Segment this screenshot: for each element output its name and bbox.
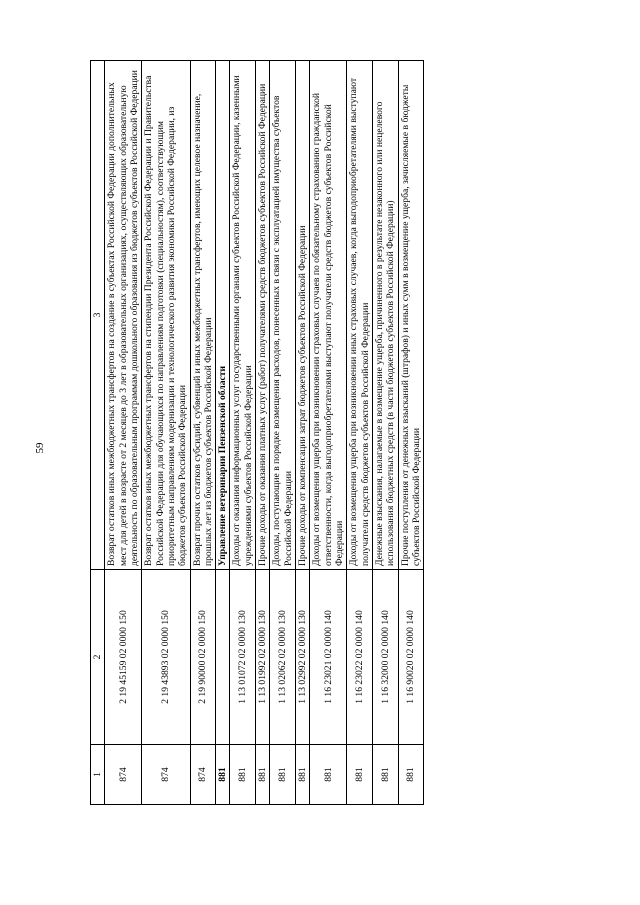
revenue-code-cell: 1 16 90020 02 0000 140 — [398, 570, 424, 745]
revenue-name-cell: Прочие доходы от оказания платных услуг (работ) получателями средств бюджетов субъектов Российской Федерации — [256, 61, 270, 570]
admin-code-cell: 881 — [347, 745, 373, 805]
revenue-name-cell: Доходы от возмещения ущерба при возникновении страховых случаев по обязательному страхованию гражданской ответственности, когда выгодоприобретателями выступают получатели средств бюджетов субъектов Российской Федерации — [310, 61, 347, 570]
revenue-code-cell: 1 13 01072 02 0000 130 — [230, 570, 256, 745]
page-number: 59 — [34, 442, 46, 454]
revenue-code-cell: 1 13 02062 02 0000 130 — [270, 570, 296, 745]
column-header-2: 2 — [91, 570, 105, 745]
revenue-name-cell: Прочие поступления от денежных взысканий (штрафов) и иных сумм в возмещение ущерба, зачисляемые в бюджеты субъектов Российской Федерации — [398, 61, 424, 570]
table-row — [105, 61, 142, 805]
revenue-code-cell: 1 16 23021 02 0000 140 — [310, 570, 347, 745]
table-row — [372, 61, 398, 805]
revenue-name-cell: Прочие доходы от компенсации затрат бюджетов субъектов Российской Федерации — [296, 61, 310, 570]
table-body — [105, 61, 424, 805]
table-row — [142, 61, 190, 805]
rotated-table-content — [90, 60, 590, 805]
table-row — [398, 61, 424, 805]
table-row — [347, 61, 373, 805]
revenue-name-cell: Доходы от оказания информационных услуг государственными органами субъектов Российской Федерации, казенными учреждениями субъектов Российской Федерации — [230, 61, 256, 570]
admin-code-cell: 881 — [230, 745, 256, 805]
rotated-table-frame — [90, 60, 590, 805]
revenue-code-cell: 1 13 02992 02 0000 130 — [296, 570, 310, 745]
admin-code-cell: 881 — [372, 745, 398, 805]
admin-code-cell: 874 — [190, 745, 216, 805]
admin-code-cell: 881 — [398, 745, 424, 805]
revenue-code-cell: 1 16 32000 02 0000 140 — [372, 570, 398, 745]
revenue-name-cell: Доходы, поступающие в порядке возмещения расходов, понесенных в связи с эксплуатацией имущества субъектов Российской Федерации — [270, 61, 296, 570]
table-row — [256, 61, 270, 805]
admin-code-cell: 881 — [310, 745, 347, 805]
admin-code-cell: 881 — [296, 745, 310, 805]
column-header-1: 1 — [91, 745, 105, 805]
admin-code-cell: 881 — [216, 745, 230, 805]
table-row — [270, 61, 296, 805]
table-row — [216, 61, 230, 805]
revenue-code-cell: 1 13 01992 02 0000 130 — [256, 570, 270, 745]
revenue-code-cell: 2 19 45159 02 0000 150 — [105, 570, 142, 745]
table-header-row — [91, 61, 105, 805]
revenue-code-cell: 2 19 90000 02 0000 150 — [190, 570, 216, 745]
revenue-name-cell: Доходы от возмещения ущерба при возникновении иных страховых случаев, когда выгодоприобретателями выступают получатели средств бюджетов субъектов Российской Федерации — [347, 61, 373, 570]
revenue-name-cell: Возврат остатков иных межбюджетных трансфертов на создание в субъектах Российской Федерации дополнительных мест для детей в возрасте от 2 месяцев до 3 лет в образовательных организациях, осуществляющих образовательную деятельность по образовательным программам дошкольного образования из бюджетов субъектов Российской Федерации — [105, 61, 142, 570]
admin-code-cell: 881 — [256, 745, 270, 805]
admin-code-cell: 874 — [142, 745, 190, 805]
table-row — [230, 61, 256, 805]
revenue-administrators-table — [90, 60, 424, 805]
revenue-name-cell: Возврат остатков иных межбюджетных трансфертов на стипендии Президента Российской Федерации и Правительства Российской Федерации для обучающихся по направлениям подготовки (специальностям), соответствующим приоритетным направлениям модернизации и технологического развития экономики Российской Федерации, из бюджетов субъектов Российской Федерации — [142, 61, 190, 570]
revenue-name-cell: Управление ветеринарии Пензенской области — [216, 61, 230, 570]
revenue-code-cell: 1 16 23022 02 0000 140 — [347, 570, 373, 745]
table-row — [310, 61, 347, 805]
table-row — [190, 61, 216, 805]
table-row — [296, 61, 310, 805]
revenue-name-cell: Возврат прочих остатков субсидий, субвенций и иных межбюджетных трансфертов, имеющих целевое назначение, прошлых лет из бюджетов субъектов Российской Федерации — [190, 61, 216, 570]
admin-code-cell: 881 — [270, 745, 296, 805]
revenue-code-cell: 2 19 43893 02 0000 150 — [142, 570, 190, 745]
column-header-3: 3 — [91, 61, 105, 570]
revenue-code-cell — [216, 570, 230, 745]
revenue-name-cell: Денежные взыскания, налагаемые в возмещение ущерба, причиненного в результате незаконного или нецелевого использования бюджетных средств (в части бюджетов субъектов Российской Федерации) — [372, 61, 398, 570]
admin-code-cell: 874 — [105, 745, 142, 805]
